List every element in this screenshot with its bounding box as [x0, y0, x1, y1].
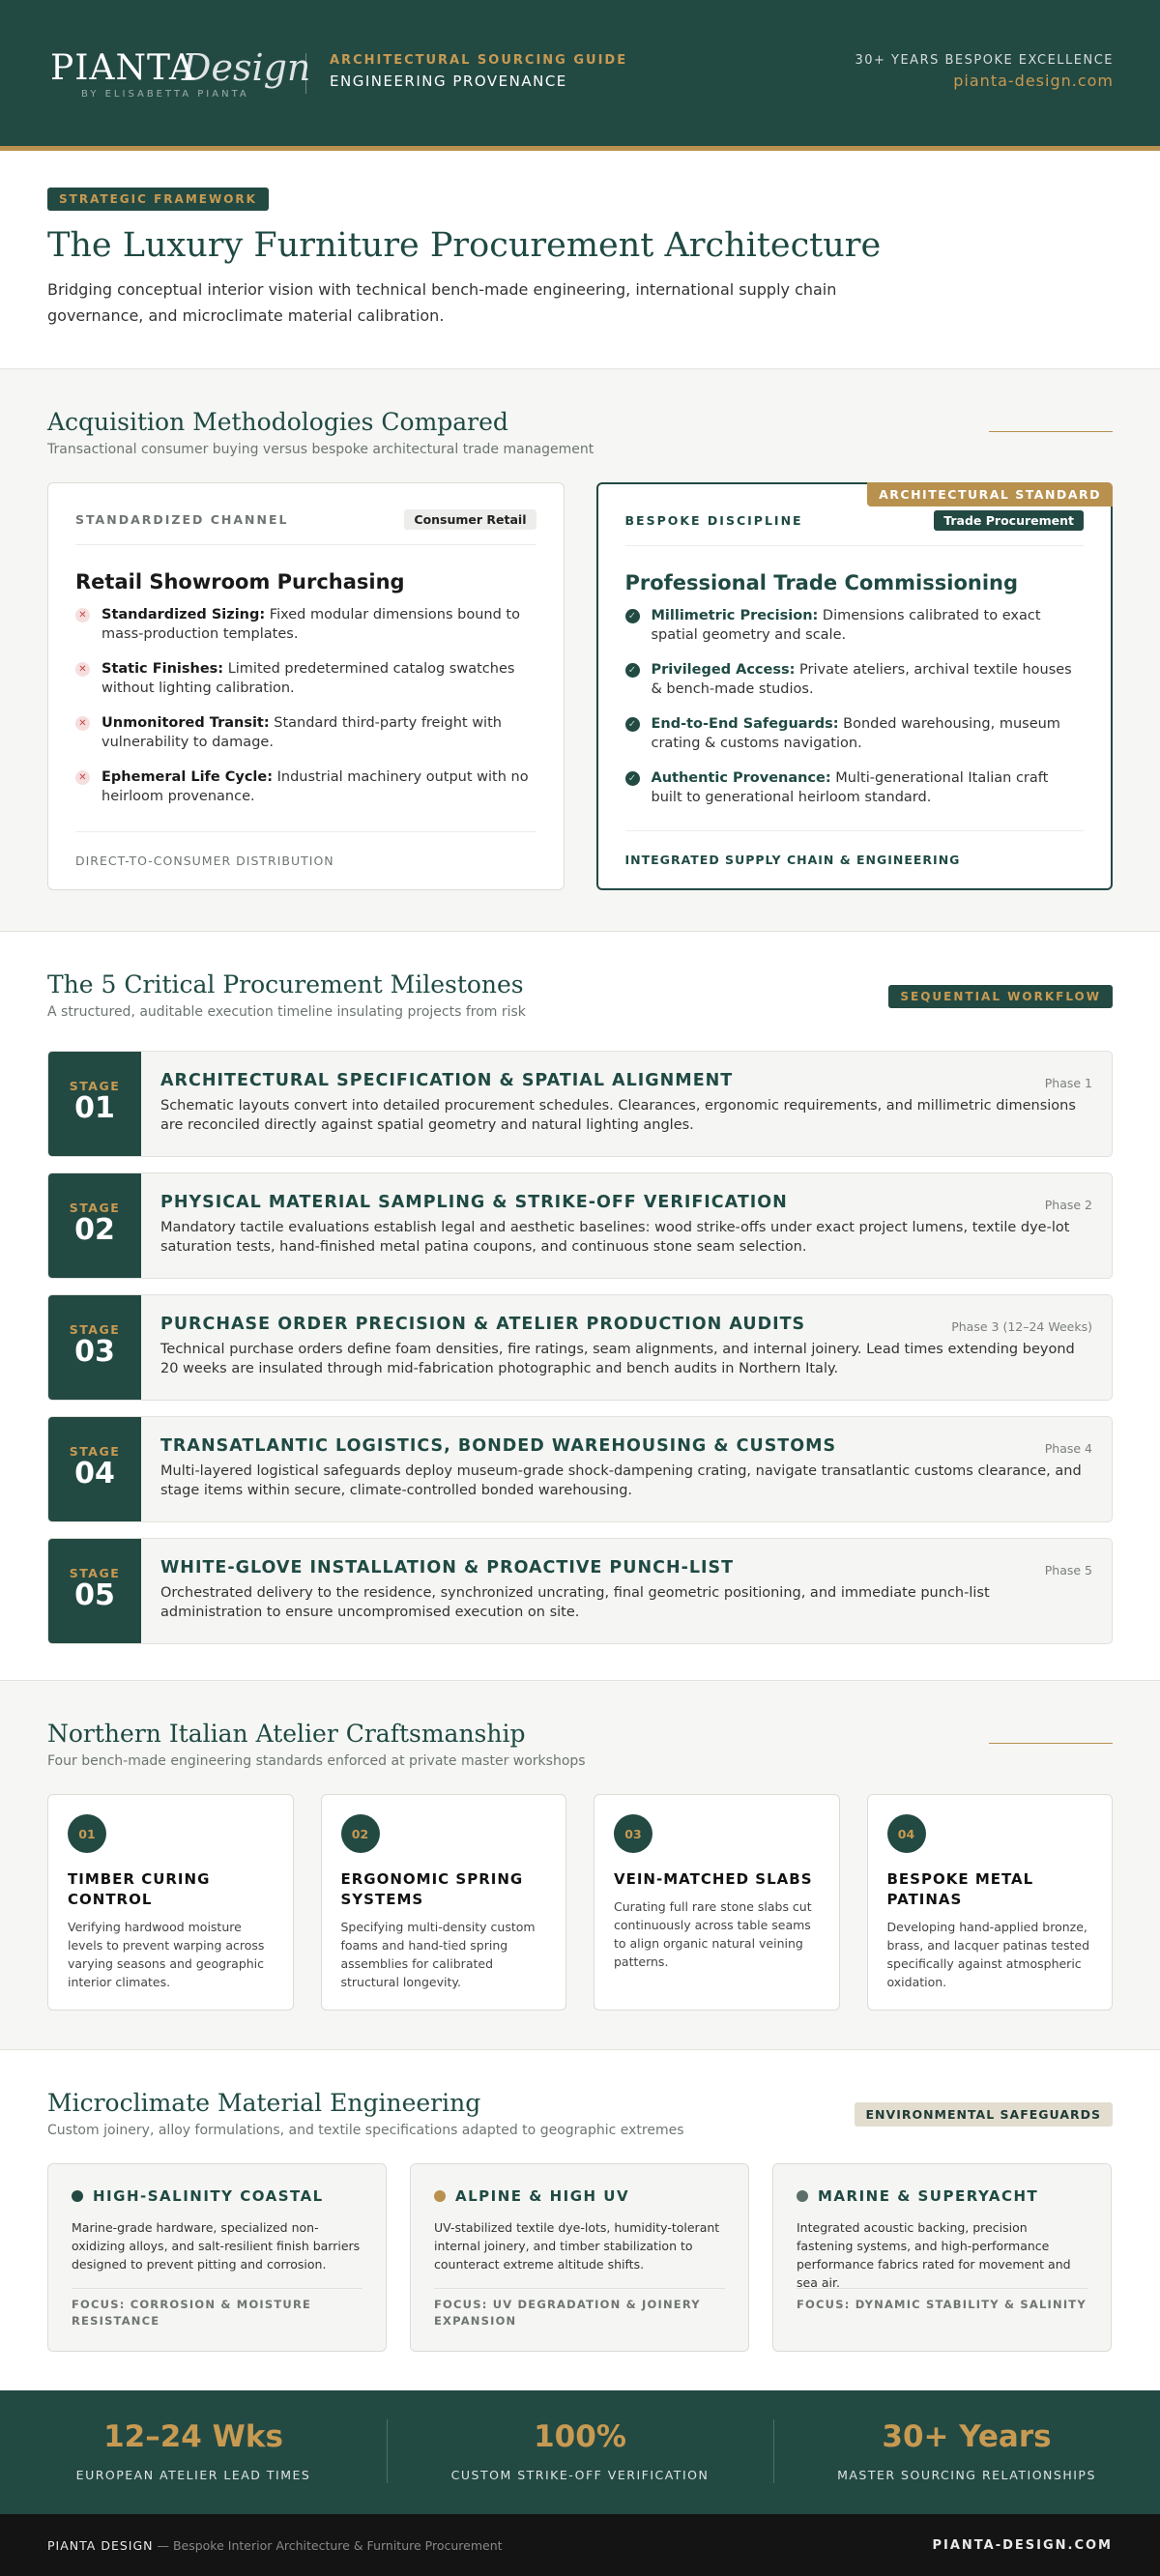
stage-number-block: [48, 1052, 141, 1156]
list-item: [625, 660, 1085, 699]
stage-row: [47, 1051, 1113, 1157]
atelier-card-title: BESPOKE METAL PATINAS: [886, 1870, 1034, 1908]
stage-body: [141, 1417, 1112, 1521]
micro-card-description: Marine-grade hardware, specialized non-oxidizing alloys, and salt-resilient finish barriers designed to prevent pitting and corrosion.: [72, 2220, 361, 2272]
site-footer: [0, 2514, 1160, 2576]
stage-title: PURCHASE ORDER PRECISION & ATELIER PRODUCTION AUDITS: [160, 1315, 806, 1334]
hero-tag: STRATEGIC FRAMEWORK: [47, 188, 269, 211]
list-item-bold: Static Finishes:: [102, 661, 224, 677]
atelier-card-description: Curating full rare stone slabs cut continuously across table seams to align organic natural veining patterns.: [614, 1899, 812, 1969]
stage-phase: Phase 1: [1044, 1076, 1092, 1090]
stage-phase: Phase 2: [1044, 1198, 1092, 1212]
stage-label: STAGE: [69, 1322, 121, 1337]
list-item-text: [652, 660, 1085, 699]
stage-body: [141, 1539, 1112, 1643]
stat-value: 30+ Years: [882, 2419, 1052, 2454]
gold-rule: [989, 431, 1113, 432]
card-footer: DIRECT-TO-CONSUMER DISTRIBUTION: [75, 831, 536, 889]
stage-label: STAGE: [69, 1444, 121, 1459]
list-item-bold: End-to-End Safeguards:: [651, 716, 839, 732]
list-item-text: [102, 713, 536, 752]
x-icon: ✕: [75, 608, 90, 622]
micro-card: [410, 2163, 749, 2352]
stage-number-block: [48, 1539, 141, 1643]
check-icon: ✓: [625, 609, 640, 623]
list-item-bold: Privileged Access:: [651, 662, 796, 678]
stat-item: [0, 2390, 387, 2514]
trade-list: [625, 606, 1085, 807]
stage-description: Technical purchase orders define foam densities, fire ratings, seam alignments, and internal joinery. Lead times extending beyond 20 weeks are insulated through mid-fabrication photographic and bench audits in Northern Italy.: [160, 1342, 1075, 1376]
footer-tagline: — Bespoke Interior Architecture & Furniture Procurement: [153, 2537, 503, 2553]
brand-logo[interactable]: [50, 41, 311, 108]
dot-icon: [797, 2190, 808, 2202]
list-item: [75, 659, 536, 698]
check-icon: ✓: [625, 771, 640, 786]
footer-website-link[interactable]: PIANTA-DESIGN.COM: [932, 2537, 1113, 2553]
stage-description: Mandatory tactile evaluations establish legal and aesthetic baselines: wood strike-offs under exact project lumens, textile dye-lot saturation tests, hand-finished metal patina coupons, and continuous stone seam selection.: [160, 1220, 1070, 1255]
atelier-card-title: VEIN-MATCHED SLABS: [614, 1870, 813, 1888]
micro-card-focus: FOCUS: DYNAMIC STABILITY & SALINITY: [797, 2288, 1088, 2313]
list-item-bold: Authentic Provenance:: [651, 770, 831, 786]
list-item-text: [102, 767, 536, 806]
list-item-text: [652, 714, 1085, 753]
milestones-subtitle: A structured, auditable execution timeline insulating projects from risk: [47, 1004, 526, 1020]
header-kicker: ARCHITECTURAL SOURCING GUIDE: [330, 53, 628, 68]
atelier-card: [47, 1794, 294, 2011]
stat-value: 12–24 Wks: [103, 2419, 283, 2454]
micro-card-header: [797, 2187, 1088, 2205]
card-footer: INTEGRATED SUPPLY CHAIN & ENGINEERING: [625, 830, 1085, 888]
stage-number: 05: [74, 1578, 115, 1612]
stat-value: 100%: [534, 2419, 626, 2454]
stage-number-block: [48, 1417, 141, 1521]
card-heading: Professional Trade Commissioning: [624, 571, 1018, 594]
dot-icon: [434, 2190, 446, 2202]
header-website-link[interactable]: pianta-design.com: [953, 72, 1114, 90]
stage-body: [141, 1295, 1112, 1400]
stage-number: 02: [74, 1213, 115, 1247]
list-item-bold: Standardized Sizing:: [102, 607, 266, 622]
stage-phase: Phase 5: [1044, 1563, 1092, 1577]
list-item-body: Dimensions calibrated to exact spatial geometry and scale.: [651, 608, 1041, 643]
micro-card-description: UV-stabilized textile dye-lots, humidity-tolerant internal joinery, and timber stabilization to counteract extreme altitude shifts.: [434, 2220, 720, 2272]
header-divider: [305, 53, 306, 94]
micro-title: Microclimate Material Engineering: [47, 2089, 481, 2117]
stats-band: [0, 2390, 1160, 2514]
stage-body: [141, 1052, 1112, 1156]
list-item-text: [102, 659, 536, 698]
stage-title: ARCHITECTURAL SPECIFICATION & SPATIAL ALIGNMENT: [160, 1071, 734, 1090]
stage-title: WHITE-GLOVE INSTALLATION & PROACTIVE PUNCH-LIST: [160, 1558, 735, 1577]
list-item-body: Bonded warehousing, museum crating & customs navigation.: [651, 716, 1060, 751]
atelier-card-title: ERGONOMIC SPRING SYSTEMS: [340, 1870, 524, 1908]
list-item-bold: Unmonitored Transit:: [102, 715, 270, 731]
atelier-card: [867, 1794, 1114, 2011]
milestones-section: [0, 932, 1160, 1681]
header-tagline: 30+ YEARS BESPOKE EXCELLENCE: [855, 53, 1114, 68]
stage-label: STAGE: [69, 1566, 121, 1580]
list-item-text: [652, 606, 1085, 645]
micro-card: [47, 2163, 387, 2352]
atelier-title: Northern Italian Atelier Craftsmanship: [47, 1720, 526, 1748]
list-item: [75, 605, 536, 644]
comparison-title: Acquisition Methodologies Compared: [47, 408, 508, 436]
trade-card: [596, 482, 1114, 890]
stage-label: STAGE: [69, 1201, 121, 1215]
microclimate-section: [0, 2050, 1160, 2390]
card-ribbon: ARCHITECTURAL STANDARD: [867, 482, 1113, 507]
list-item-body: Fixed modular dimensions bound to mass-production templates.: [102, 607, 520, 642]
stage-row: [47, 1416, 1113, 1522]
stage-description: Multi-layered logistical safeguards deploy museum-grade shock-dampening crating, navigate transatlantic customs clearance, and stage items within secure, climate-controlled bonded warehousing.: [160, 1463, 1082, 1498]
retail-card: [47, 482, 565, 890]
milestones-tag: SEQUENTIAL WORKFLOW: [888, 985, 1113, 1008]
page-title: The Luxury Furniture Procurement Architecture: [47, 226, 882, 265]
stage-number: 01: [74, 1091, 115, 1125]
card-label: STANDARDIZED CHANNEL: [75, 512, 289, 527]
footer-credit: [47, 2538, 503, 2553]
comparison-section: [0, 369, 1160, 932]
number-badge: 02: [341, 1814, 380, 1853]
card-label: BESPOKE DISCIPLINE: [624, 513, 803, 528]
retail-list: [75, 605, 536, 806]
dot-icon: [72, 2190, 83, 2202]
hero-description: Bridging conceptual interior vision with technical bench-made engineering, international supply chain governance, and microclimate material calibration.: [47, 280, 837, 325]
atelier-cards: [47, 1794, 1113, 2011]
stat-label: MASTER SOURCING RELATIONSHIPS: [837, 2468, 1096, 2482]
micro-cards: [47, 2163, 1113, 2352]
list-item: [625, 768, 1085, 807]
list-item-body: Standard third-party freight with vulnerability to damage.: [102, 715, 502, 750]
stage-number: 03: [74, 1335, 115, 1369]
stage-number-block: [48, 1173, 141, 1278]
list-item-bold: Ephemeral Life Cycle:: [102, 769, 274, 785]
card-badge: Consumer Retail: [404, 509, 536, 530]
micro-card-header: [434, 2187, 725, 2205]
list-item-text: [102, 605, 536, 644]
stage-list: [47, 1051, 1113, 1644]
stage-description: Schematic layouts convert into detailed procurement schedules. Clearances, ergonomic requirements, and millimetric dimensions are reconciled directly against spatial geometry and natural lighting angles.: [160, 1098, 1076, 1133]
micro-card-title: ALPINE & HIGH UV: [455, 2187, 630, 2205]
atelier-subtitle: Four bench-made engineering standards enforced at private master workshops: [47, 1753, 586, 1769]
check-icon: ✓: [625, 717, 640, 732]
hero-section: [0, 151, 1160, 369]
stat-item: [773, 2390, 1160, 2514]
site-header: [0, 0, 1160, 151]
micro-subtitle: Custom joinery, alloy formulations, and textile specifications adapted to geographic extremes: [47, 2123, 684, 2138]
stat-label: CUSTOM STRIKE-OFF VERIFICATION: [450, 2468, 710, 2482]
stat-item: [387, 2390, 773, 2514]
micro-card-focus: FOCUS: CORROSION & MOISTURE RESISTANCE: [72, 2288, 362, 2330]
list-item-text: [652, 768, 1085, 807]
header-title: ENGINEERING PROVENANCE: [330, 72, 567, 90]
list-item-bold: Millimetric Precision:: [651, 608, 819, 623]
stage-row: [47, 1172, 1113, 1279]
atelier-card-title: TIMBER CURING CONTROL: [68, 1870, 211, 1908]
stage-label: STAGE: [69, 1079, 121, 1093]
stage-phase: Phase 3 (12–24 Weeks): [951, 1319, 1092, 1334]
stage-row: [47, 1538, 1113, 1644]
list-item-body: Industrial machinery output with no heirloom provenance.: [102, 769, 529, 804]
micro-card-focus: FOCUS: UV DEGRADATION & JOINERY EXPANSION: [434, 2288, 725, 2330]
card-badge: Trade Procurement: [934, 510, 1084, 531]
stage-title: TRANSATLANTIC LOGISTICS, BONDED WAREHOUSING & CUSTOMS: [160, 1436, 837, 1456]
atelier-section: [0, 1681, 1160, 2050]
micro-card-title: HIGH-SALINITY COASTAL: [93, 2187, 324, 2205]
list-item-body: Multi-generational Italian craft built to generational heirloom standard.: [651, 770, 1049, 805]
stat-label: EUROPEAN ATELIER LEAD TIMES: [75, 2468, 311, 2482]
micro-card-header: [72, 2187, 362, 2205]
atelier-card: [594, 1794, 840, 2011]
list-item-body: Limited predetermined catalog swatches without lighting calibration.: [102, 661, 515, 696]
comparison-subtitle: Transactional consumer buying versus bespoke architectural trade management: [47, 442, 594, 457]
stage-description: Orchestrated delivery to the residence, synchronized uncrating, final geometric positioning, and immediate punch-list administration to ensure uncompromised execution on site.: [160, 1585, 990, 1620]
number-badge: 03: [614, 1814, 652, 1853]
x-icon: ✕: [75, 770, 90, 785]
x-icon: ✕: [75, 662, 90, 677]
micro-tag: ENVIRONMENTAL SAFEGUARDS: [855, 2102, 1113, 2127]
footer-brand: PIANTA DESIGN: [47, 2537, 154, 2553]
list-item: [625, 606, 1085, 645]
list-item-body: Private ateliers, archival textile houses & bench-made studios.: [651, 662, 1072, 697]
list-item: [75, 713, 536, 752]
list-item: [75, 767, 536, 806]
stage-phase: Phase 4: [1044, 1441, 1092, 1456]
stage-body: [141, 1173, 1112, 1278]
check-icon: ✓: [625, 663, 640, 678]
micro-card-description: Integrated acoustic backing, precision fastening systems, and high-performance performance fabrics rated for movement and sea air.: [797, 2220, 1071, 2290]
milestones-title: The 5 Critical Procurement Milestones: [47, 970, 524, 999]
micro-card-title: MARINE & SUPERYACHT: [818, 2187, 1039, 2205]
list-item: [625, 714, 1085, 753]
stage-number: 04: [74, 1457, 115, 1491]
stage-row: [47, 1294, 1113, 1401]
logo-wordmark: PIANTA: [50, 48, 195, 88]
number-badge: 01: [68, 1814, 106, 1853]
atelier-card: [321, 1794, 567, 2011]
stage-title: PHYSICAL MATERIAL SAMPLING & STRIKE-OFF VERIFICATION: [160, 1193, 788, 1212]
logo-script: Design: [182, 46, 311, 89]
micro-card: [772, 2163, 1112, 2352]
number-badge: 04: [887, 1814, 926, 1853]
atelier-card-description: Developing hand-applied bronze, brass, and lacquer patinas tested specifically against atmospheric oxidation.: [886, 1920, 1090, 1989]
stage-number-block: [48, 1295, 141, 1400]
card-heading: Retail Showroom Purchasing: [75, 570, 405, 593]
atelier-card-description: Specifying multi-density custom foams and hand-tied spring assemblies for calibrated structural longevity.: [340, 1920, 536, 1989]
gold-rule: [989, 1743, 1113, 1744]
atelier-card-description: Verifying hardwood moisture levels to prevent warping across varying seasons and geographic interior climates.: [68, 1920, 265, 1989]
logo-byline: BY ELISABETTA PIANTA: [81, 89, 249, 100]
x-icon: ✕: [75, 716, 90, 731]
